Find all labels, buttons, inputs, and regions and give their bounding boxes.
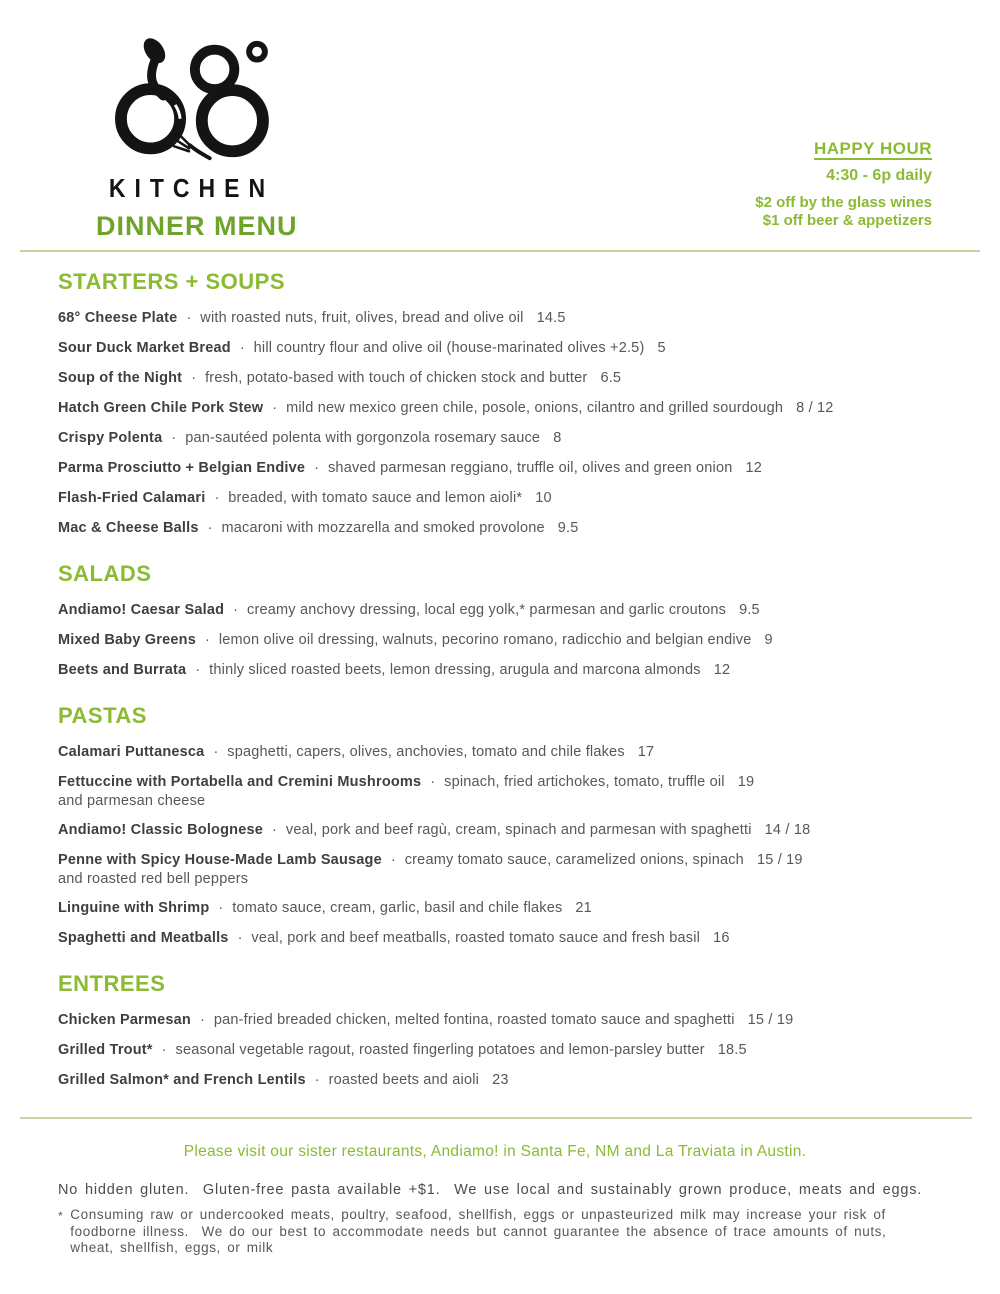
menu-section [58,269,932,538]
item-price: 17 [637,744,655,760]
menu-item-line [58,929,932,948]
item-description: pan-sautéed polenta with gorgonzola rosemary sauce [185,430,541,446]
restaurant-logo [98,28,276,202]
item-price: 6.5 [600,370,622,386]
item-description: seasonal vegetable ragout, roasted fingerling potatoes and lemon-parsley butter [175,1042,705,1058]
dot-separator: · [314,460,319,476]
item-name: Grilled Trout* [58,1042,153,1058]
menu-item-line [58,631,932,650]
item-description: mild new mexico green chile, posole, onions, cilantro and grilled sourdough [286,400,784,416]
item-price: 18.5 [717,1042,747,1058]
item-price: 14 / 18 [764,822,811,838]
menu-section [58,561,932,680]
menu-section [58,703,932,948]
logo-kitchen-text: KITCHEN [108,173,275,203]
item-price: 15 / 19 [747,1012,794,1028]
item-price: 5 [657,340,666,356]
menu-item [58,399,932,418]
menu-item [58,821,932,840]
dot-separator: · [314,1072,320,1088]
item-price: 15 / 19 [756,852,803,868]
item-price: 9.5 [739,602,760,618]
item-name: Fettuccine with Portabella and Cremini Mushrooms [58,774,422,790]
menu-item [58,459,932,478]
item-description-continued: and roasted red bell peppers [58,871,249,887]
item-description: roasted beets and aioli [328,1072,480,1088]
item-price: 8 [553,430,562,446]
dot-separator: · [237,930,243,946]
happy-hour-schedule: 4:30 - 6p daily [826,167,932,184]
item-description: with roasted nuts, fruit, olives, bread and olive oil [200,310,524,326]
dot-separator: · [239,340,245,356]
menu-item [58,851,932,888]
menu-content [0,269,1000,1257]
menu-item-line [58,399,932,418]
item-name: Parma Prosciutto + Belgian Endive [58,460,306,476]
menu-item [58,369,932,388]
menu-item-line [58,369,932,388]
item-name: Mixed Baby Greens [58,632,196,648]
raw-food-disclaimer [58,1207,932,1257]
menu-item-line [58,309,932,328]
item-name: Andiamo! Caesar Salad [58,602,225,618]
item-description: creamy tomato sauce, caramelized onions, spinach [404,852,744,868]
menu-item-line [58,899,932,918]
menu-item-line [58,821,932,840]
logo-68-degrees-icon [98,28,276,170]
gluten-note: No hidden gluten. Gluten-free pasta available +$1. We use local and sustainably grown produce, meats and eggs. [58,1182,923,1198]
menu-sections [58,269,932,1090]
section-title: PASTAS [58,703,147,728]
happy-hour-deals [755,194,932,230]
menu-item-line [58,429,932,448]
item-price: 12 [745,460,763,476]
section-title: STARTERS + SOUPS [58,269,286,294]
menu-section [58,971,932,1090]
item-price: 8 / 12 [796,400,834,416]
item-description-continued: and parmesan cheese [58,793,206,809]
item-price: 16 [713,930,730,946]
item-description: fresh, potato-based with touch of chicken stock and butter [205,370,588,386]
happy-hour-panel [755,139,932,230]
item-name: Sour Duck Market Bread [58,340,231,356]
item-description: creamy anchovy dressing, local egg yolk,* parmesan and garlic croutons [247,602,727,618]
section-title: SALADS [58,561,152,586]
item-price: 23 [492,1072,509,1088]
menu-item-line [58,661,932,680]
happy-hour-title: HAPPY HOUR [813,139,932,158]
happy-hour-deal-beer: $1 off beer & appetizers [762,212,932,229]
item-name: Beets and Burrata [58,662,187,678]
item-price: 14.5 [536,310,566,326]
item-description: spaghetti, capers, olives, anchovies, tomato and chile flakes [227,744,625,760]
menu-item [58,929,932,948]
item-price: 19 [737,774,755,790]
dot-separator: · [430,774,436,790]
dot-separator: · [161,1042,167,1058]
page-title: DINNER MENU [96,211,298,241]
item-price: 12 [713,662,731,678]
menu-item-line [58,1071,932,1090]
menu-item-line [58,519,932,538]
dot-separator: · [195,662,201,678]
item-name: 68° Cheese Plate [58,310,178,326]
menu-item [58,519,932,538]
menu-item [58,1041,932,1060]
menu-item [58,631,932,650]
item-description: lemon olive oil dressing, walnuts, pecorino romano, radicchio and belgian endive [218,632,752,648]
item-name: Linguine with Shrimp [58,900,210,916]
menu-item [58,773,932,810]
item-name: Crispy Polenta [58,430,163,446]
item-name: Grilled Salmon* and French Lentils [58,1072,306,1088]
menu-item [58,601,932,620]
item-name: Calamari Puttanesca [58,744,205,760]
sister-restaurants-note: Please visit our sister restaurants, Andiamo! in Santa Fe, NM and La Traviata in Austin. [183,1143,807,1160]
item-description: veal, pork and beef meatballs, roasted tomato sauce and fresh basil [251,930,701,946]
item-name: Soup of the Night [58,370,183,386]
menu-item [58,309,932,328]
menu-item [58,661,932,680]
dot-separator: · [218,900,224,916]
menu-item-line [58,1011,932,1030]
dot-separator: · [171,430,177,446]
item-price: 9.5 [557,520,579,536]
dot-separator: · [186,310,192,326]
dot-separator: · [233,602,239,618]
menu-item [58,1071,932,1090]
item-description: hill country flour and olive oil (house-marinated olives +2.5) [253,340,645,356]
item-name: Spaghetti and Meatballs [58,930,229,946]
item-description: tomato sauce, cream, garlic, basil and chile flakes [232,900,563,916]
item-price: 21 [575,900,592,916]
header [0,0,1000,252]
item-name: Andiamo! Classic Bolognese [58,822,264,838]
footer-divider [20,1117,972,1119]
item-description: thinly sliced roasted beets, lemon dressing, arugula and marcona almonds [209,662,701,678]
dot-separator: · [390,852,396,868]
item-name: Mac & Cheese Balls [58,520,199,536]
menu-item-line [58,773,932,792]
menu-item [58,1011,932,1030]
item-name: Hatch Green Chile Pork Stew [58,400,264,416]
dot-separator: · [199,1012,205,1028]
menu-item-line [58,459,932,478]
item-description: shaved parmesan reggiano, truffle oil, olives and green onion [327,460,733,476]
dot-separator: · [272,400,278,416]
item-description: spinach, fried artichokes, tomato, truffle oil [444,774,725,790]
item-description: macaroni with mozzarella and smoked provolone [221,520,545,536]
menu-item-line [58,339,932,358]
dot-separator: · [191,370,197,386]
disclaimer-asterisk: * [58,1209,64,1223]
menu-item [58,899,932,918]
dot-separator: · [214,490,220,506]
item-name: Flash-Fried Calamari [58,490,206,506]
menu-item [58,743,932,762]
menu-item-line [58,489,932,508]
dot-separator: · [207,520,213,536]
item-price: 9 [764,632,773,648]
dot-separator: · [272,822,277,838]
happy-hour-deal-wine: $2 off by the glass wines [755,194,932,211]
section-title: ENTREES [58,971,166,996]
dot-separator: · [213,744,219,760]
menu-item-line [58,851,932,870]
menu-item-line [58,743,932,762]
menu-item [58,339,932,358]
item-description: veal, pork and beef ragù, cream, spinach and parmesan with spaghetti [285,822,752,838]
item-name: Chicken Parmesan [58,1012,191,1028]
item-name: Penne with Spicy House-Made Lamb Sausage [58,852,382,868]
menu-item-line [58,1041,932,1060]
disclaimer-text: Consuming raw or undercooked meats, poultry, seafood, shellfish, eggs or unpasteurized milk may increase your risk of foodborne illness. We do our best to accommodate needs but cannot guarantee the absence of trace amounts of nuts, wheat, shellfish, eggs, or milk [70,1207,893,1255]
menu-item [58,429,932,448]
item-description: pan-fried breaded chicken, melted fontina, roasted tomato sauce and spaghetti [213,1012,735,1028]
item-price: 10 [535,490,552,506]
item-description: breaded, with tomato sauce and lemon aioli* [228,490,523,506]
menu-item-line [58,601,932,620]
menu-item [58,489,932,508]
dot-separator: · [204,632,210,648]
